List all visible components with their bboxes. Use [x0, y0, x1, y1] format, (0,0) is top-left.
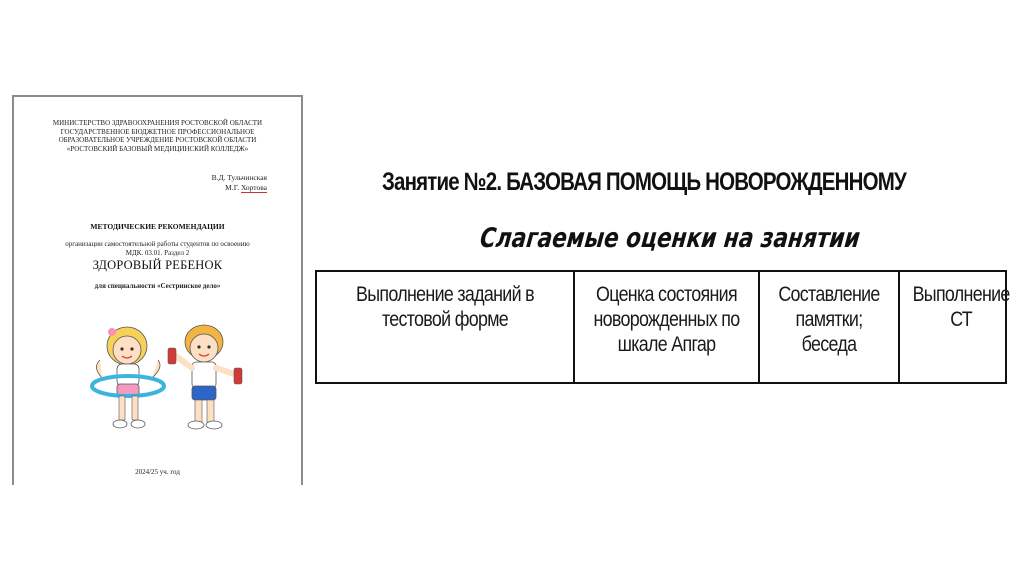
ministry-header [14, 119, 301, 153]
document-title: ЗДОРОВЫЙ РЕБЕНОК [92, 258, 223, 272]
ministry-line: «РОСТОВСКИЙ БАЗОВЫЙ МЕДИЦИНСКИЙ КОЛЛЕДЖ» [66, 144, 249, 153]
cell-text: Составление памятки; беседа [778, 283, 880, 356]
author-2 [212, 183, 267, 193]
lesson-title: Занятие №2. БАЗОВАЯ ПОМОЩЬ НОВОРОЖДЕННОМУ [382, 168, 906, 196]
author-2-surname: Хортова [240, 183, 267, 192]
table-cell [316, 271, 574, 383]
girl-figure [92, 327, 164, 428]
ministry-line: ОБРАЗОВАТЕЛЬНОЕ УЧРЕЖДЕНИЕ РОСТОВСКОЙ ОБЛАСТИ [58, 136, 257, 145]
ministry-line: ГОСУДАРСТВЕННОЕ БЮДЖЕТНОЕ ПРОФЕССИОНАЛЬНОЕ [60, 127, 255, 136]
cell-text: Выполнение заданий в тестовой форме [356, 283, 534, 331]
org-line-1: организации самостоятельной работы студентов по освоению [65, 240, 250, 248]
ministry-line: МИНИСТЕРСТВО ЗДРАВООХРАНЕНИЯ РОСТОВСКОЙ ОБЛАСТИ [52, 119, 263, 127]
authors [212, 173, 267, 193]
org-description [14, 240, 301, 257]
author-2-initials: М.Г. [225, 183, 241, 192]
cell-text: Выполнение СТ [912, 283, 1010, 331]
children-illustration [82, 312, 262, 442]
boy-figure [168, 325, 242, 429]
table-cell [759, 271, 899, 383]
table-cell [899, 271, 1010, 383]
table-cell [574, 271, 759, 383]
grades-subtitle: Слагаемые оценки на занятии [478, 223, 862, 254]
document-thumbnail [12, 95, 303, 485]
grades-table [315, 270, 1010, 384]
author-1: В.Д. Тульчинская [211, 173, 267, 182]
specialty: для специальности «Сестринское дело» [94, 282, 221, 290]
cell-text: Оценка состояния новорожденных по шкале Апгар [593, 283, 740, 356]
academic-year: 2024/25 уч. год [135, 468, 180, 476]
org-line-2: МДК. 03.01. Раздел 2 [125, 248, 190, 257]
method-title: МЕТОДИЧЕСКИЕ РЕКОМЕНДАЦИИ [90, 222, 225, 231]
table-row [316, 271, 1006, 383]
